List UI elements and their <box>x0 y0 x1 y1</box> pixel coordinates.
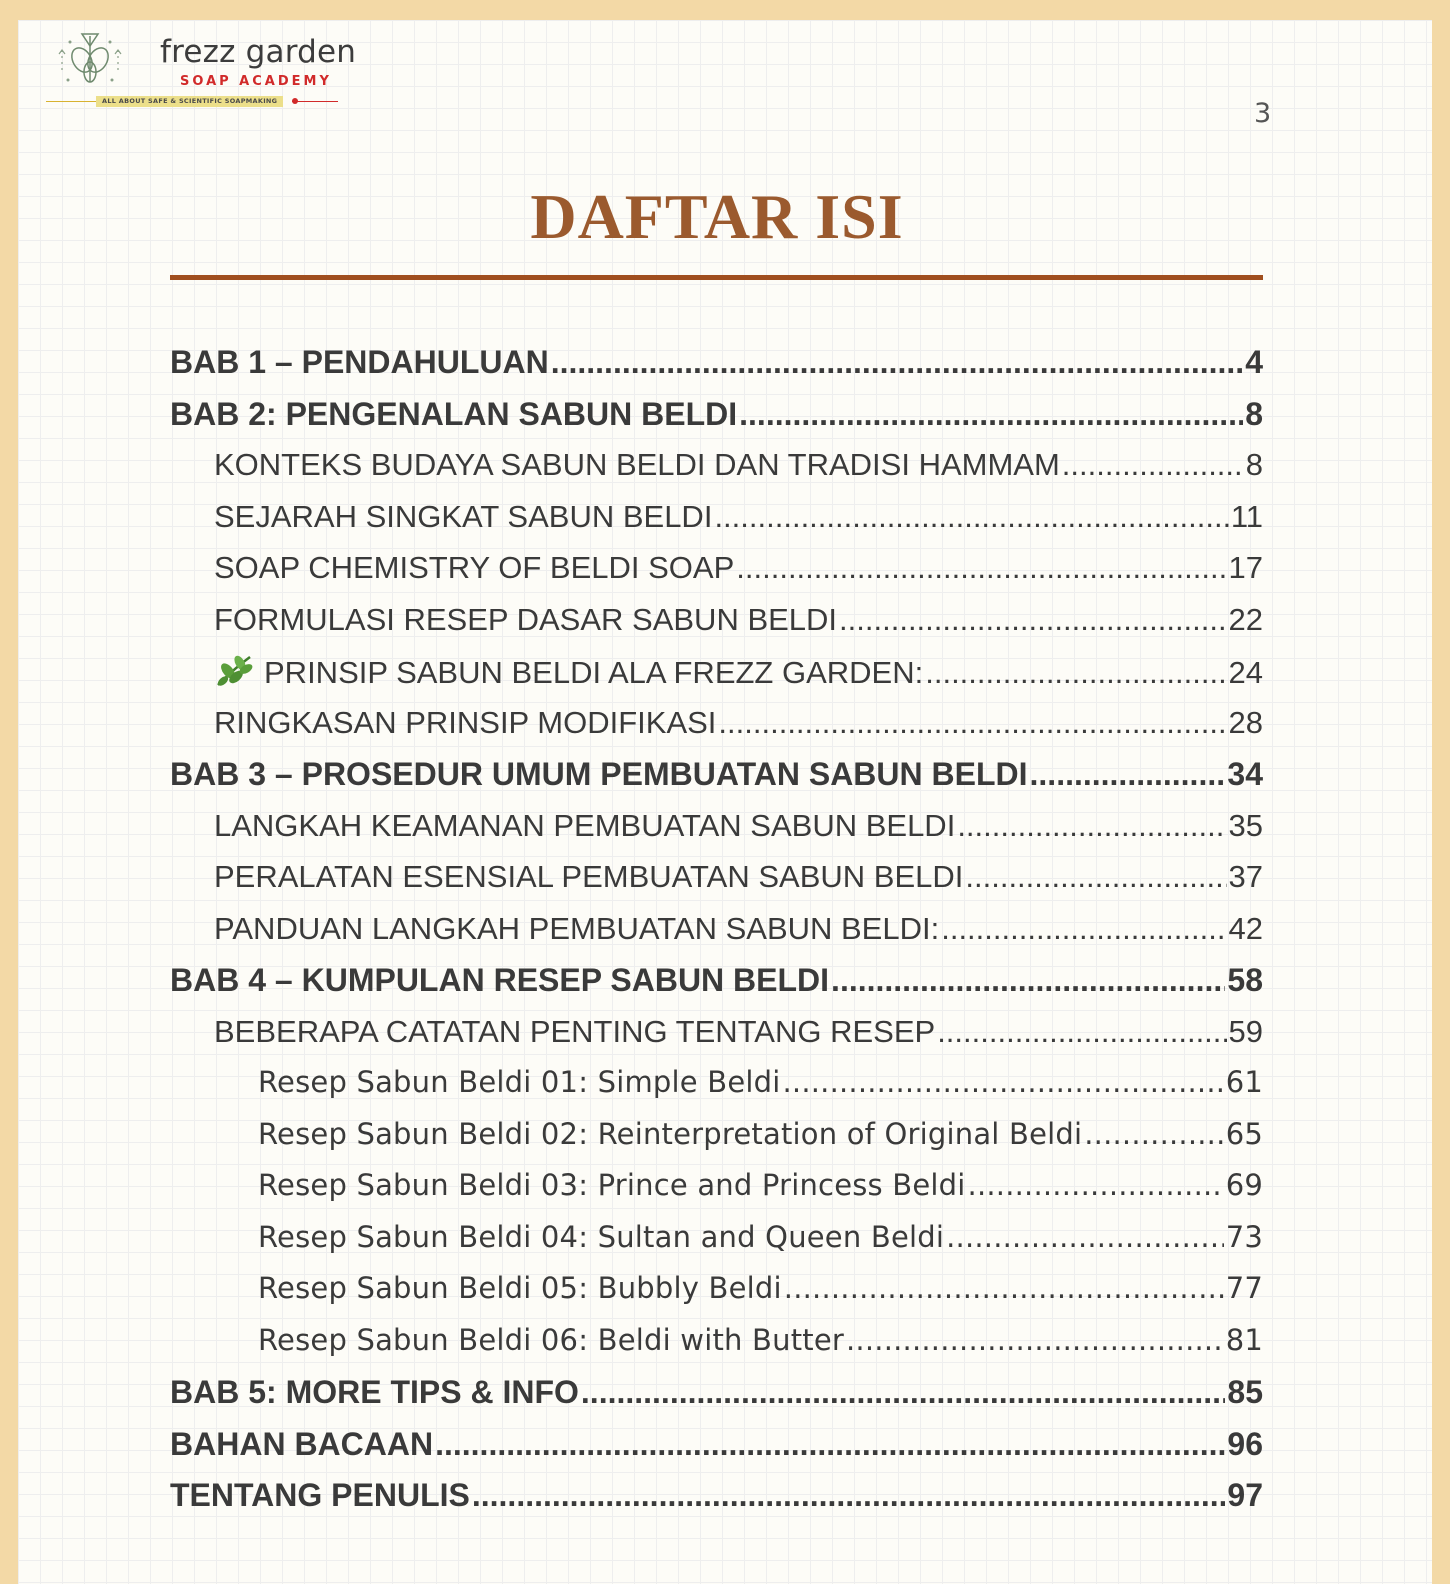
toc-entry-text: PRINSIP SABUN BELDI ALA FREZZ GARDEN: <box>264 655 924 690</box>
dot-leader <box>739 396 1243 433</box>
toc-entry[interactable] <box>170 808 1263 860</box>
toc-entry-title <box>258 1323 844 1357</box>
toc-entry-title <box>170 344 549 381</box>
toc-entry-page: 8 <box>1245 447 1263 482</box>
toc-entry-text: Resep Sabun Beldi 05: Bubbly Beldi <box>258 1271 782 1305</box>
toc-entry-page: 11 <box>1230 498 1263 534</box>
toc-entry-title <box>214 447 1060 483</box>
toc-entry-title <box>258 1117 1082 1151</box>
toc-entry-text: FORMULASI RESEP DASAR SABUN BELDI <box>214 601 838 637</box>
dot-leader <box>831 962 1225 999</box>
toc-entry[interactable] <box>170 1168 1263 1220</box>
toc-entry-title <box>258 1271 782 1305</box>
toc-entry-text: BAHAN BACAAN <box>170 1425 434 1462</box>
toc-entry-text: Resep Sabun Beldi 06: Beldi with Butter <box>258 1322 845 1357</box>
toc-entry-page: 4 <box>1245 344 1263 380</box>
logo-name: frezz garden <box>160 34 357 70</box>
toc-entry-text: SOAP CHEMISTRY OF BELDI SOAP <box>214 550 735 585</box>
toc-entry-title <box>170 1426 433 1463</box>
toc-entry[interactable] <box>170 396 1263 448</box>
toc-entry[interactable] <box>170 705 1263 757</box>
toc-entry-page: 97 <box>1227 1477 1263 1513</box>
toc-entry-page: 73 <box>1225 1219 1263 1254</box>
page-number: 3 <box>1254 98 1272 129</box>
toc-entry-page: 65 <box>1225 1116 1263 1151</box>
dot-leader <box>946 1220 1224 1254</box>
toc-entry-title <box>258 1168 966 1202</box>
toc-entry-title <box>214 911 939 947</box>
dot-leader <box>937 1014 1226 1050</box>
toc-entry-page: 35 <box>1228 807 1263 843</box>
toc-entry-title <box>214 808 955 844</box>
toc-entry[interactable] <box>170 1014 1263 1066</box>
toc-entry-text: Resep Sabun Beldi 01: Simple Beldi <box>258 1065 781 1099</box>
toc-entry-text: BEBERAPA CATATAN PENTING TENTANG RESEP <box>214 1013 936 1049</box>
toc-entry-text: PANDUAN LANGKAH PEMBUATAN SABUN BELDI: <box>214 910 940 946</box>
toc-entry-title <box>214 653 923 691</box>
toc-entry[interactable] <box>170 1065 1263 1117</box>
toc-entry-title <box>214 859 963 895</box>
dot-leader <box>925 655 1226 691</box>
logo-tagline: ALL ABOUT SAFE & SCIENTIFIC SOAPMAKING <box>96 96 283 107</box>
toc-entry-page: 81 <box>1225 1322 1263 1357</box>
toc-entry-title <box>170 1477 470 1514</box>
logo-divider-dot <box>292 98 298 104</box>
toc-entry[interactable] <box>170 653 1263 705</box>
toc-entry-title <box>170 756 1028 793</box>
frezz-garden-logo <box>46 28 366 110</box>
toc-entry-title <box>170 396 737 433</box>
toc-entry-page: 61 <box>1225 1065 1263 1099</box>
dot-leader <box>941 911 1226 947</box>
toc-entry[interactable] <box>170 499 1263 551</box>
dot-leader <box>736 550 1226 586</box>
toc-entry-page: 28 <box>1228 704 1263 740</box>
toc-entry-text: Resep Sabun Beldi 02: Reinterpretation of Original Beldi <box>258 1116 1083 1151</box>
page-title: DAFTAR ISI <box>530 181 904 252</box>
dot-leader <box>1062 447 1244 483</box>
toc-entry-page: 42 <box>1228 910 1263 946</box>
dot-leader <box>472 1477 1226 1514</box>
toc-entry-page: 58 <box>1227 962 1263 998</box>
toc-entry[interactable] <box>170 911 1263 963</box>
dot-leader <box>839 602 1226 638</box>
toc-entry-page: 22 <box>1228 601 1263 637</box>
toc-entry-text: BAB 1 – PENDAHULUAN <box>170 344 549 380</box>
toc-entry-text: PERALATAN ESENSIAL PEMBUATAN SABUN BELDI <box>214 859 964 894</box>
toc-entry[interactable] <box>170 1117 1263 1169</box>
toc-entry[interactable] <box>170 344 1263 396</box>
toc-entry[interactable] <box>170 602 1263 654</box>
toc-entry-page: 34 <box>1227 756 1263 792</box>
toc-entry[interactable] <box>170 1323 1263 1375</box>
dot-leader <box>718 705 1226 741</box>
toc-entry-title <box>170 962 829 999</box>
toc-entry-text: BAB 4 – KUMPULAN RESEP SABUN BELDI <box>170 962 830 998</box>
dot-leader <box>965 859 1226 895</box>
dot-leader <box>1030 756 1226 793</box>
toc-entry-page: 85 <box>1227 1374 1263 1410</box>
dot-leader <box>1084 1117 1223 1151</box>
toc-entry-page: 8 <box>1245 395 1263 432</box>
toc-entry-title <box>258 1065 781 1099</box>
toc-entry-title <box>214 602 837 638</box>
toc-entry[interactable] <box>170 1271 1263 1323</box>
logo-divider-red <box>292 101 338 102</box>
toc-entry[interactable] <box>170 962 1263 1014</box>
toc-entry-page: 59 <box>1228 1013 1263 1049</box>
toc-entry-text: SEJARAH SINGKAT SABUN BELDI <box>214 498 713 534</box>
dot-leader <box>784 1271 1224 1305</box>
toc-entry-title <box>170 1374 579 1411</box>
toc-entry[interactable] <box>170 1477 1263 1529</box>
dot-leader <box>714 499 1228 535</box>
toc-entry[interactable] <box>170 1220 1263 1272</box>
dot-leader <box>581 1374 1226 1411</box>
toc-entry-text: BAB 3 – PROSEDUR UMUM PEMBUATAN SABUN BELDI <box>170 756 1028 792</box>
logo-subtitle: SOAP ACADEMY <box>180 74 332 89</box>
dot-leader <box>435 1426 1225 1463</box>
dot-leader <box>551 344 1244 381</box>
toc-entry-title <box>214 1014 935 1050</box>
document-page <box>18 20 1432 1584</box>
toc-entry-text: LANGKAH KEAMANAN PEMBUATAN SABUN BELDI <box>214 807 956 843</box>
toc-entry-title <box>214 550 734 586</box>
toc-entry-text: BAB 5: MORE TIPS & INFO <box>170 1374 579 1410</box>
toc-entry[interactable] <box>170 447 1263 499</box>
logo-divider-yellow <box>46 101 96 102</box>
toc-entry[interactable] <box>170 1374 1263 1426</box>
toc-entry-text: TENTANG PENULIS <box>170 1477 470 1513</box>
toc-entry[interactable] <box>170 1426 1263 1478</box>
dot-leader <box>957 808 1226 844</box>
herb-leaf-icon <box>214 653 254 689</box>
toc-entry[interactable] <box>170 859 1263 911</box>
toc-entry[interactable] <box>170 550 1263 602</box>
dot-leader <box>783 1065 1224 1099</box>
toc-entry-title <box>214 705 716 741</box>
toc-entry-page: 96 <box>1227 1425 1263 1462</box>
toc-entry-page: 77 <box>1225 1271 1263 1305</box>
toc-entry-text: BAB 2: PENGENALAN SABUN BELDI <box>170 395 738 432</box>
dot-leader <box>968 1168 1224 1202</box>
toc-entry-page: 24 <box>1228 655 1263 690</box>
table-of-contents <box>170 344 1263 1529</box>
toc-entry-page: 37 <box>1228 859 1263 894</box>
dot-leader <box>846 1323 1224 1357</box>
toc-entry-text: Resep Sabun Beldi 03: Prince and Princess Beldi <box>258 1168 966 1202</box>
toc-entry-text: Resep Sabun Beldi 04: Sultan and Queen Beldi <box>258 1219 945 1254</box>
toc-entry-text: KONTEKS BUDAYA SABUN BELDI DAN TRADISI HAMMAM <box>214 447 1060 482</box>
title-underline <box>170 275 1263 280</box>
toc-entry[interactable] <box>170 756 1263 808</box>
toc-entry-title <box>258 1220 944 1254</box>
toc-entry-text: RINGKASAN PRINSIP MODIFIKASI <box>214 704 717 740</box>
toc-entry-page: 69 <box>1225 1168 1263 1202</box>
toc-entry-title <box>214 499 712 535</box>
toc-entry-page: 17 <box>1228 550 1263 585</box>
leaf-sprig-logo-icon <box>54 30 126 88</box>
